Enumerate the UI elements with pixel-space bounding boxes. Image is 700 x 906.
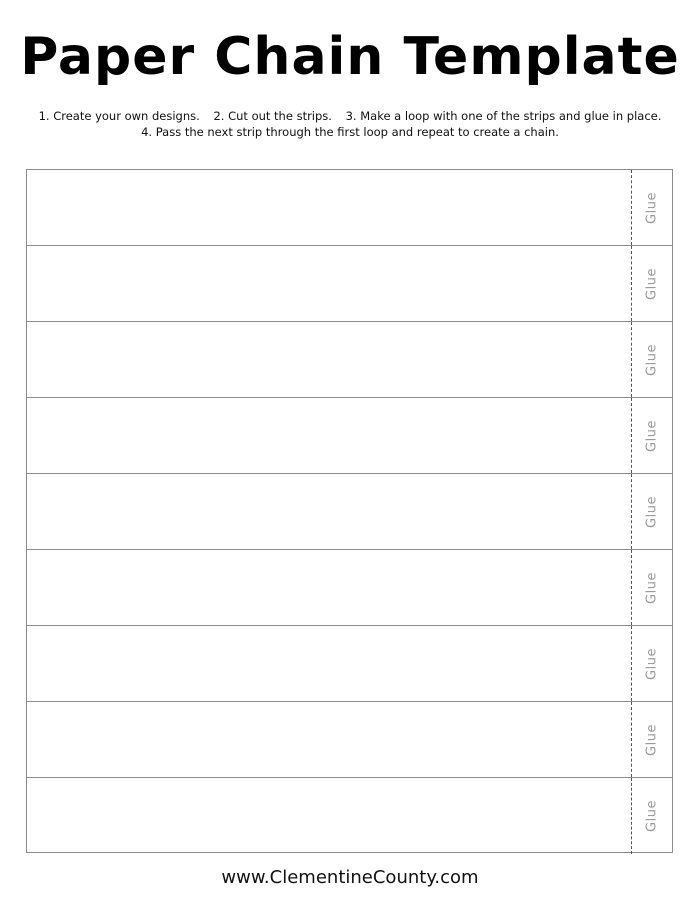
glue-label: Glue [644, 800, 660, 832]
strip-design-area [27, 246, 631, 321]
paper-strip [27, 778, 672, 854]
glue-tab [631, 626, 672, 701]
paper-strip [27, 322, 672, 398]
paper-strip [27, 474, 672, 550]
instruction-step-1: 1. Create your own designs. [38, 109, 200, 123]
strip-design-area [27, 322, 631, 397]
glue-tab [631, 170, 672, 245]
strip-sheet [26, 169, 673, 853]
glue-label: Glue [644, 343, 660, 376]
paper-strip [27, 626, 672, 702]
instructions-line-2 [0, 124, 700, 140]
glue-tab [631, 246, 672, 321]
paper-strip [27, 246, 672, 322]
glue-label: Glue [644, 191, 660, 224]
page-title: Paper Chain Template [20, 27, 680, 87]
paper-strip [27, 398, 672, 474]
strip-design-area [27, 474, 631, 549]
strip-design-area [27, 702, 631, 777]
paper-strip [27, 550, 672, 626]
glue-label: Glue [644, 647, 660, 680]
website-footer: www.ClementineCounty.com [221, 867, 479, 888]
instruction-step-3: 3. Make a loop with one of the strips and glue in place. [345, 109, 662, 123]
glue-tab [631, 778, 672, 854]
instruction-step-2: 2. Cut out the strips. [213, 109, 332, 123]
glue-label: Glue [644, 267, 660, 300]
glue-label: Glue [644, 723, 660, 756]
glue-tab [631, 550, 672, 625]
glue-label: Glue [644, 419, 660, 452]
glue-label: Glue [644, 495, 660, 528]
glue-tab [631, 474, 672, 549]
glue-label: Glue [644, 571, 660, 604]
paper-strip [27, 170, 672, 246]
strip-design-area [27, 398, 631, 473]
paper-strip [27, 702, 672, 778]
glue-tab [631, 702, 672, 777]
instructions [0, 108, 700, 140]
glue-tab [631, 398, 672, 473]
strip-design-area [27, 550, 631, 625]
strip-design-area [27, 626, 631, 701]
strip-design-area [27, 778, 631, 854]
instruction-step-4: 4. Pass the next strip through the first loop and repeat to create a chain. [141, 125, 559, 139]
strip-design-area [27, 170, 631, 245]
instructions-line-1 [0, 108, 700, 124]
glue-tab [631, 322, 672, 397]
